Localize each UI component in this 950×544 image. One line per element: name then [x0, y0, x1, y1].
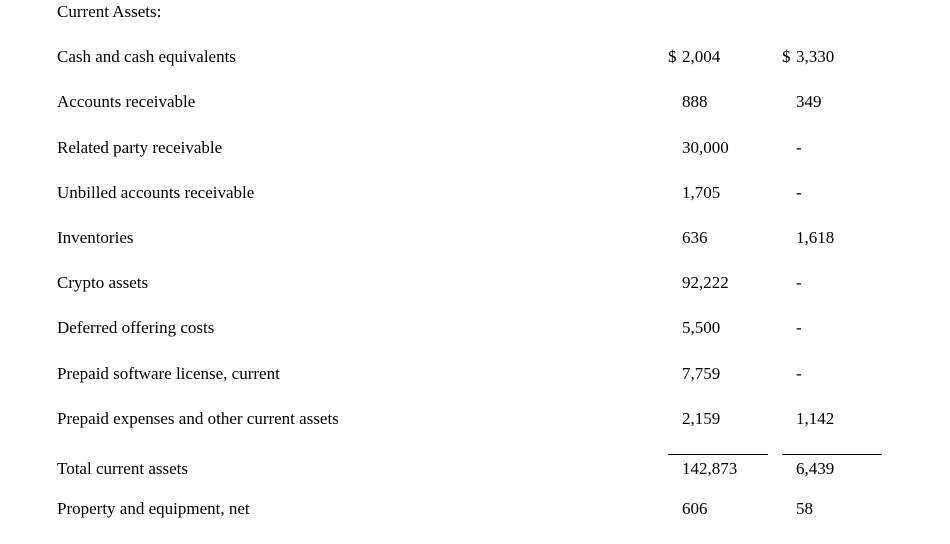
table-row	[57, 454, 882, 499]
amount-value-col2: -	[796, 318, 802, 338]
amount-col2	[782, 228, 882, 248]
dollar-sign-icon: $	[782, 47, 791, 67]
amount-col1	[668, 92, 768, 112]
table-row	[57, 2, 882, 47]
amount-value-col2: -	[796, 363, 802, 383]
row-label: Accounts receivable	[57, 92, 196, 112]
amount-value-col1: 888	[682, 92, 708, 112]
table-row	[57, 273, 882, 318]
row-label: Related party receivable	[57, 137, 223, 157]
row-label: Property and equipment, net	[57, 499, 250, 519]
amount-value-col1: 2,004	[682, 47, 721, 67]
amount-col1	[668, 228, 768, 248]
row-label: Unbilled accounts receivable	[57, 182, 255, 202]
amount-col2	[782, 183, 882, 203]
amount-col2	[782, 454, 882, 479]
table-row	[57, 92, 882, 137]
amount-value-col2: 6,439	[796, 458, 835, 478]
amount-value-col2: -	[796, 182, 802, 202]
amount-value-col1: 636	[682, 227, 708, 247]
amount-col2	[782, 499, 882, 519]
amount-value-col1: 142,873	[682, 458, 738, 478]
amount-col2	[782, 92, 882, 112]
amount-col1	[668, 138, 768, 158]
amount-col1	[668, 2, 768, 22]
table-body	[57, 2, 882, 544]
row-label: Prepaid software license, current	[57, 363, 280, 383]
table-row	[57, 228, 882, 273]
amount-value-col2: -	[796, 137, 802, 157]
amount-col1	[668, 47, 768, 67]
amount-value-col1: 92,222	[682, 273, 729, 293]
amount-col1	[668, 273, 768, 293]
table-row	[57, 183, 882, 228]
amount-col1	[668, 409, 768, 429]
table-row	[57, 364, 882, 409]
amount-col2	[782, 47, 882, 67]
row-label: Prepaid expenses and other current assets	[57, 408, 339, 428]
row-label: Cash and cash equivalents	[57, 47, 236, 67]
row-label: Current Assets:	[57, 2, 162, 21]
dollar-sign-icon: $	[668, 47, 677, 67]
amount-value-col2: 3,330	[796, 47, 835, 67]
amount-value-col1: 30,000	[682, 137, 729, 157]
table-row	[57, 47, 882, 92]
amount-col2	[782, 409, 882, 429]
amount-value-col2: 1,142	[796, 408, 835, 428]
amount-col1	[668, 364, 768, 384]
row-label: Crypto assets	[57, 273, 149, 293]
amount-value-col2: 349	[796, 92, 822, 112]
amount-col1	[668, 183, 768, 203]
amount-col1	[668, 454, 768, 479]
amount-col1	[668, 318, 768, 338]
amount-col2	[782, 364, 882, 384]
amount-value-col2: 1,618	[796, 227, 835, 247]
amount-value-col1: 1,705	[682, 182, 721, 202]
amount-col2	[782, 2, 882, 22]
amount-value-col1: 5,500	[682, 318, 721, 338]
table-row	[57, 409, 882, 454]
amount-value-col1: 7,759	[682, 363, 721, 383]
amount-col2	[782, 138, 882, 158]
amount-col1	[668, 499, 768, 519]
row-label: Deferred offering costs	[57, 318, 215, 338]
amount-col2	[782, 273, 882, 293]
amount-value-col1: 2,159	[682, 408, 721, 428]
table-row	[57, 138, 882, 183]
amount-value-col2: -	[796, 273, 802, 293]
amount-col2	[782, 318, 882, 338]
table-row	[57, 318, 882, 363]
amount-value-col1: 606	[682, 499, 708, 519]
table-row	[57, 499, 882, 544]
row-label: Total current assets	[57, 458, 188, 478]
row-label: Inventories	[57, 227, 134, 247]
amount-value-col2: 58	[796, 499, 813, 519]
